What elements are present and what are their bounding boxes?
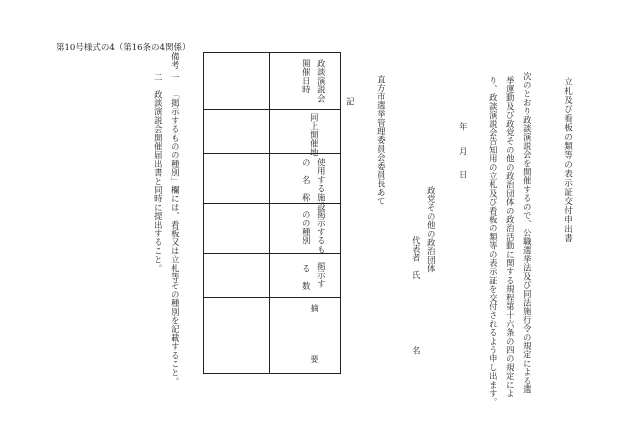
- notes-label: 備考: [170, 52, 181, 70]
- header-kaisaichi: 同上開催地: [309, 113, 320, 157]
- intro-line-2: 挙運動及び政党その他の政治団体の政治活動に関する規程第十六条の四の規定によ: [505, 76, 516, 398]
- table-divider: [269, 53, 270, 373]
- note-1-text: 「掲示するものの種別」欄には、看板又は立札等その種別を記載すること。: [170, 90, 181, 386]
- header-kazu-b: る 数: [301, 264, 312, 291]
- note-2-text: 政談演説会開催届出書と同時に提出すること。: [153, 90, 164, 273]
- date-year: 年: [458, 122, 469, 131]
- date-day: 日: [458, 170, 469, 179]
- representative-label: 代表者 氏: [411, 236, 422, 280]
- header-shisetsu-b: の 名 称: [301, 158, 312, 202]
- intro-line-3: り、政談演説会告知用の立札及び看板の類等の表示証を交付されるよう申し出ます。: [488, 76, 499, 407]
- ki-label: 記: [345, 97, 356, 106]
- header-kazu-a: 掲示す: [316, 262, 327, 289]
- note-1-number: 一: [170, 73, 181, 82]
- date-month: 月: [458, 147, 469, 156]
- header-shubetsu-b: のの種別: [301, 210, 312, 246]
- organization-label: 政党その他の政治団体: [426, 186, 437, 273]
- header-shubetsu-a: 掲示するも: [316, 210, 327, 254]
- application-table: [203, 52, 341, 374]
- table-row-line-5: [204, 297, 340, 298]
- intro-line-1: 次のとおり政談演説会を開催するので、公職選挙法及び同法施行令の規定による選: [522, 72, 533, 394]
- note-2-number: 二: [153, 73, 164, 82]
- header-kaisai-a: 政談演説会: [316, 59, 327, 103]
- header-shisetsu-a: 使用する施設: [316, 158, 327, 211]
- document-title: 立札及び看板の類等の表示証交付申出書: [562, 77, 573, 243]
- header-tekiyo: 摘 要: [310, 304, 319, 364]
- form-number: 第10号様式の4（第16条の4関係）: [56, 43, 191, 53]
- header-kaisai-b: 開催日時: [301, 59, 312, 95]
- addressee: 直方市選挙管理委員会委員長あて: [376, 75, 387, 206]
- table-row-line-2: [204, 153, 340, 154]
- table-row-line-1: [204, 109, 340, 110]
- name-suffix: 名: [411, 346, 422, 355]
